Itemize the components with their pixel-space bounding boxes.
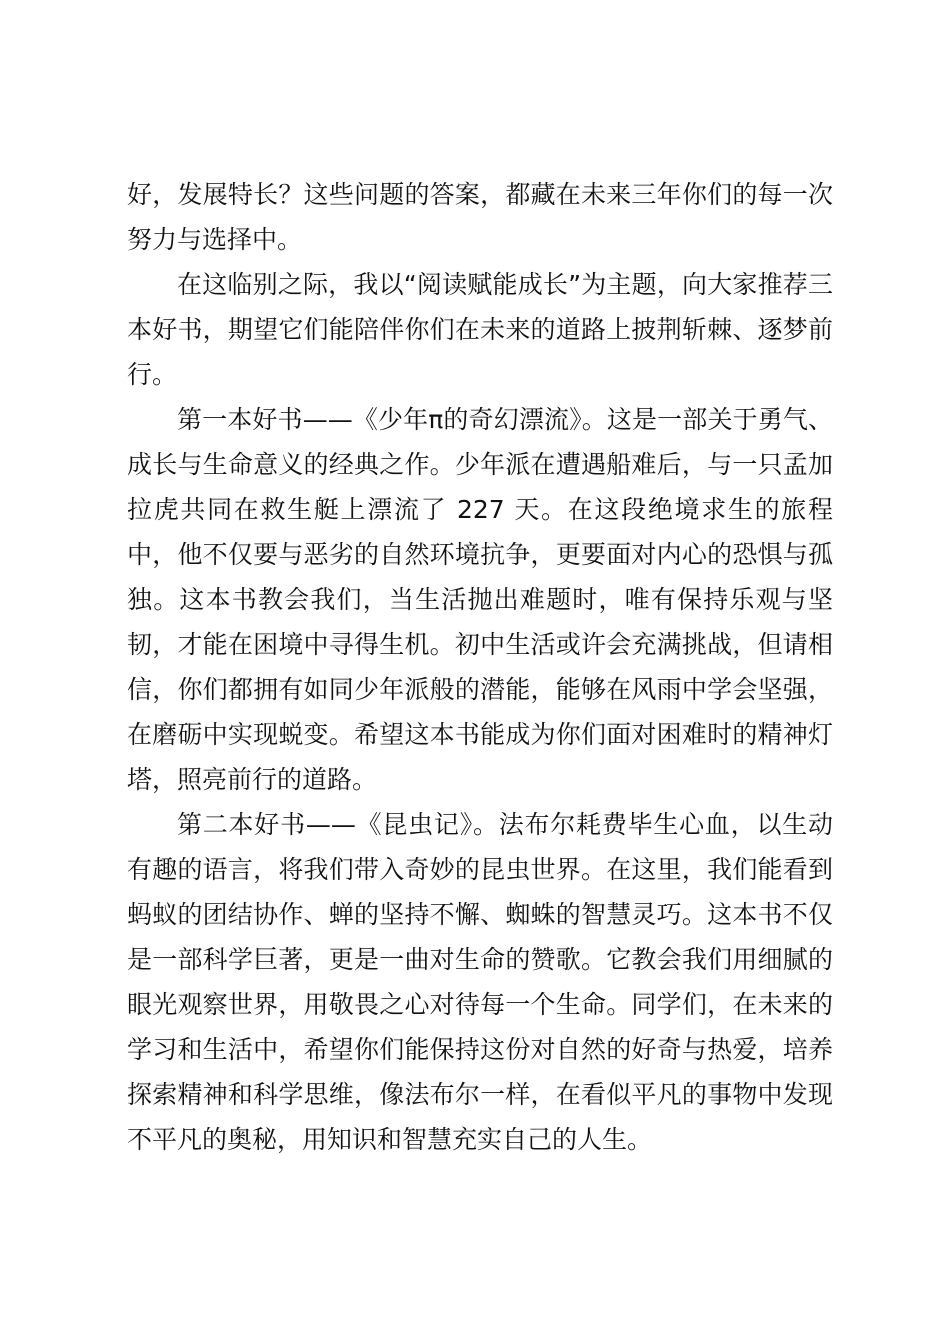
document-body bbox=[127, 172, 833, 1162]
paragraph-book-two: 第二本好书——《昆虫记》。法布尔耗费毕生心血，以生动有趣的语言，将我们带入奇妙的昆虫世界。在这里，我们能看到蚂蚁的团结协作、蝉的坚持不懈、蜘蛛的智慧灵巧。这本书不仅是一部科学巨著，更是一曲对生命的赞歌。它教会我们用细腻的眼光观察世界，用敬畏之心对待每一个生命。同学们，在未来的学习和生活中，希望你们能保持这份对自然的好奇与热爱，培养探索精神和科学思维，像法布尔一样，在看似平凡的事物中发现不平凡的奥秘，用知识和智慧充实自己的人生。 bbox=[127, 810, 833, 1154]
paragraph-book-one: 第一本好书——《少年π的奇幻漂流》。这是一部关于勇气、成长与生命意义的经典之作。少年派在遭遇船难后，与一只孟加拉虎共同在救生艇上漂流了 227 天。在这段绝境求生的旅程中，他不仅要与恶劣的自然环境抗争，更要面对内心的恐惧与孤独。这本书教会我们，当生活抛出难题时，唯有保持乐观与坚韧，才能在困境中寻得生机。初中生活或许会充满挑战，但请相信，你们都拥有如同少年派般的潜能，能够在风雨中学会坚强，在磨砺中实现蜕变。希望这本书能成为你们面对困难时的精神灯塔，照亮前行的道路。 bbox=[127, 405, 833, 794]
paragraph-continuation: 好，发展特长？这些问题的答案，都藏在未来三年你们的每一次努力与选择中。 bbox=[127, 180, 833, 254]
paragraph-introduction: 在这临别之际，我以“阅读赋能成长”为主题，向大家推荐三本好书，期望它们能陪伴你们在未来的道路上披荆斩棘、逐梦前行。 bbox=[127, 270, 833, 389]
